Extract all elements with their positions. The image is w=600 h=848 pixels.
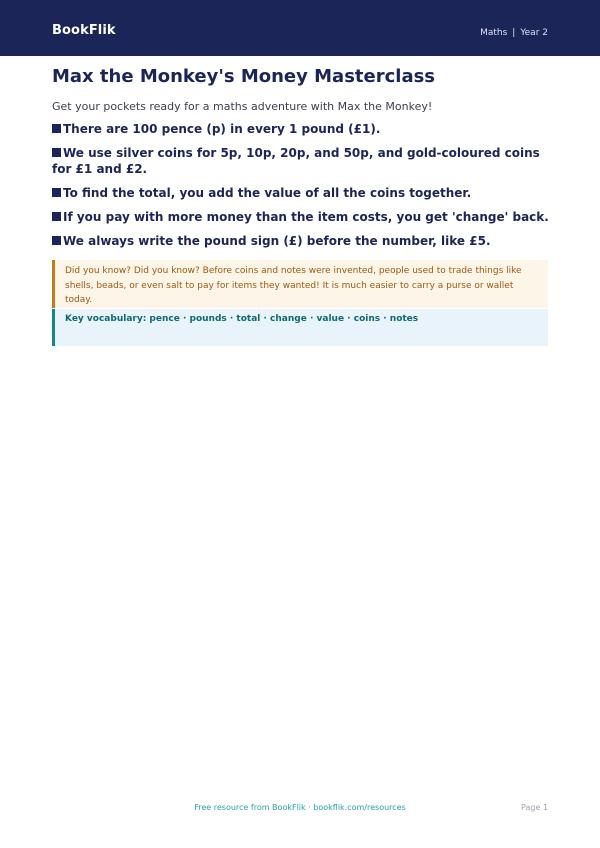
fact-text: There are 100 pence (p) in every 1 pound (£1). [63, 122, 381, 136]
fact-item [52, 145, 552, 177]
subject-label: Maths [480, 28, 508, 38]
did-you-know-text: Did you know? Did you know? Before coins and notes were invented, people used to trade things like shells, beads, or even salt to pay for items they wanted! It is much easier to carry a purse or wallet today. [65, 266, 522, 305]
square-bullet-icon [52, 212, 61, 221]
fact-item [52, 209, 552, 225]
fact-text: We always write the pound sign (£) before the number, like £5. [63, 234, 491, 248]
square-bullet-icon [52, 124, 61, 133]
vocabulary-text: Key vocabulary: pence · pounds · total · change · value · coins · notes [65, 314, 419, 324]
square-bullet-icon [52, 236, 61, 245]
meta-separator: | [512, 28, 516, 38]
footer-credit-link[interactable]: Free resource from BookFlik · bookflik.com/resources [194, 803, 406, 812]
fact-text: If you pay with more money than the item costs, you get 'change' back. [63, 210, 549, 224]
square-bullet-icon [52, 188, 61, 197]
vocabulary-box [52, 309, 548, 346]
fact-item [52, 233, 552, 249]
did-you-know-callout [52, 260, 548, 308]
brand-logo-text[interactable]: BookFlik [52, 23, 116, 38]
fact-list [52, 121, 552, 257]
fact-text: To find the total, you add the value of all the coins together. [63, 186, 472, 200]
fact-text: We use silver coins for 5p, 10p, 20p, and 50p, and gold-coloured coins for £1 and £2. [52, 146, 540, 176]
year-label: Year 2 [520, 28, 548, 38]
fact-item [52, 121, 552, 137]
header-meta [480, 28, 548, 38]
square-bullet-icon [52, 148, 61, 157]
page-number: Page 1 [521, 803, 548, 812]
page-header [0, 0, 600, 56]
intro-text: Get your pockets ready for a maths adventure with Max the Monkey! [52, 100, 433, 113]
footer-credit [0, 803, 600, 812]
page-title: Max the Monkey's Money Masterclass [52, 66, 436, 87]
fact-item [52, 185, 552, 201]
